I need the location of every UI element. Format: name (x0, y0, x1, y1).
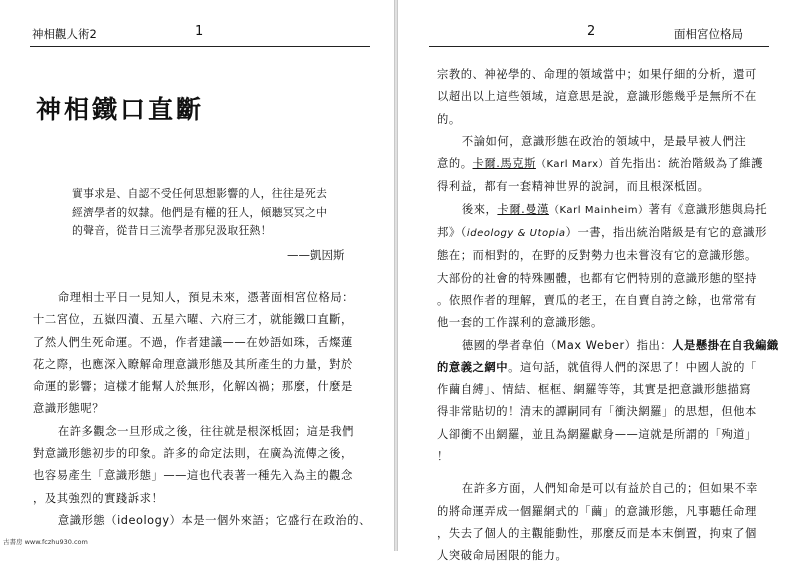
text-line: 也容易產生「意識形態」——這也代表著一種先入為主的觀念 (33, 469, 353, 483)
text-run: 著有《意識形態與烏托 (648, 202, 768, 216)
paragraph (437, 335, 782, 469)
emphasis: 人是懸掛在自我編織 (672, 338, 779, 352)
text-line: 得非常貼切的！清末的譚嗣同有「衝決網羅」的思想，但他本 (437, 405, 757, 419)
text-line: ！ (437, 450, 449, 464)
text-line: 得利益，都有一套精神世界的說詞，而且根深柢固。 (437, 180, 710, 194)
text-line: 。依照作者的理解，賣瓜的老王，在自賣自誇之餘，也常常有 (437, 293, 757, 307)
text-line: 以超出以上這些領域，這意思是說，意識形態幾乎是無所不在 (437, 90, 757, 104)
text-line: 意識形態（ideology）本是一個外來語；它盛行在政治的、 (57, 513, 371, 527)
text-run: 。這句話，就值得人們的深思了！中國人說的「 (508, 360, 757, 374)
right-page-number: 2 (587, 24, 596, 39)
text-line (437, 222, 782, 245)
text-line (437, 153, 782, 176)
person-name: 卡爾.馬克斯 (472, 157, 536, 171)
epigraph-quote (72, 185, 327, 241)
left-page-number: 1 (195, 24, 204, 39)
paragraph (437, 64, 782, 131)
book-title: ideology & Utopia (466, 228, 566, 240)
right-header-rule (429, 46, 769, 47)
quote-line: 經濟學者的奴隸。他們是有權的狂人，傾聽冥冥之中 (72, 205, 328, 219)
text-line: 對意識形態初步的印象。許多的命定法則，在廣為流傳之後， (33, 447, 353, 461)
text-line: 作繭自縛」、情結、框框、網羅等等，其實是把意識形態描寫 (437, 383, 752, 397)
text-line: 命理相士平日一見知人，預見未來，憑著面相宮位格局： (57, 291, 355, 304)
paragraph (437, 131, 782, 199)
chapter-title: 神相鐵口直斷 (36, 95, 205, 124)
left-header-rule (30, 46, 370, 47)
emphasis: 的意義之網中 (437, 360, 509, 374)
text-line: ，失去了個人的主觀能動性，那麼反而是本末倒置，拘束了個 (437, 526, 757, 540)
text-line: 人卻衝不出網羅，並且為網羅獻身——這就是所謂的「殉道」 (437, 427, 757, 441)
text-run: 邦》（ (437, 226, 467, 240)
text-line: 在許多觀念一旦形成之後，往往就是根深柢固；這是我們 (57, 424, 355, 438)
text-line: 花之際，也應深入瞭解命理意識形態及其所產生的力量，對於 (33, 357, 353, 371)
paragraph (33, 510, 383, 532)
quote-attribution: ——凱因斯 (287, 248, 345, 262)
text-line: 大部份的社會的特殊團體，也都有它們特別的意識形態的堅持 (437, 271, 757, 285)
text-run: ）一書，指出統治階級是有它的意識形 (565, 226, 767, 240)
text-line: 十二宮位，五嶽四瀆、五星六曜、六府三才，就能鐵口直斷， (33, 313, 353, 327)
left-header-title: 神相觀人術2 (32, 27, 97, 41)
right-page (397, 0, 793, 563)
paragraph (437, 478, 782, 567)
right-body-text (437, 64, 782, 568)
text-line (437, 357, 782, 379)
quote-line: 的聲音，從昔日三流學者那兒汲取狂熱！ (72, 224, 272, 237)
quote-line: 實事求是、自認不受任何思想影響的人，往往是死去 (72, 187, 328, 200)
text-line: ，及其強烈的實踐訴求！ (33, 491, 164, 505)
paragraph (33, 287, 383, 421)
text-line: 不論如何，意識形態在政治的領域中，是最早被人們注 (461, 134, 747, 148)
text-line: 在許多方面，人們知命是可以有益於自己的；但如果不幸 (461, 482, 759, 496)
text-line: 他一套的工作謀利的意識形態。 (437, 316, 603, 330)
right-header-title: 面相宮位格局 (674, 27, 743, 41)
text-line: 態在；而相對的，在野的反對勢力也未嘗沒有它的意識形態。 (437, 249, 757, 263)
footer-site-text: 古書房 www.fczhu930.com (3, 538, 88, 546)
text-run: 德國的學者韋伯（Max Weber）指出： (461, 338, 673, 352)
left-page (0, 0, 396, 551)
text-run: 首先指出：統治階級為了維護 (609, 157, 764, 171)
paragraph (437, 199, 782, 335)
text-run: 意的。 (437, 157, 473, 171)
text-line (437, 335, 782, 357)
text-run: （Karl Mainheim） (548, 204, 649, 216)
text-line: 命運的影響；這樣才能幫人於無形，化解凶禍；那麼，什麼是 (33, 380, 353, 394)
text-run: （Karl Marx） (535, 159, 610, 171)
text-line: 意識形態呢？ (33, 402, 105, 416)
text-line: 了然人們生死命運。不過，作者建議——在妙語如珠，舌燦蓮 (33, 335, 353, 349)
text-line: 的。 (437, 112, 461, 126)
left-body-text (33, 287, 383, 532)
person-name: 卡爾.曼漢 (497, 202, 549, 216)
text-line: 人突破命局困限的能力。 (437, 549, 568, 563)
text-line: 的將命運弄成一個羅網式的「繭」的意識形態，凡事聽任命理 (437, 504, 757, 518)
text-line (437, 199, 782, 222)
text-run: 後來， (461, 202, 498, 216)
text-line: 宗教的、神祕學的、命理的領域當中；如果仔細的分析，還可 (437, 68, 757, 81)
paragraph (33, 421, 383, 510)
